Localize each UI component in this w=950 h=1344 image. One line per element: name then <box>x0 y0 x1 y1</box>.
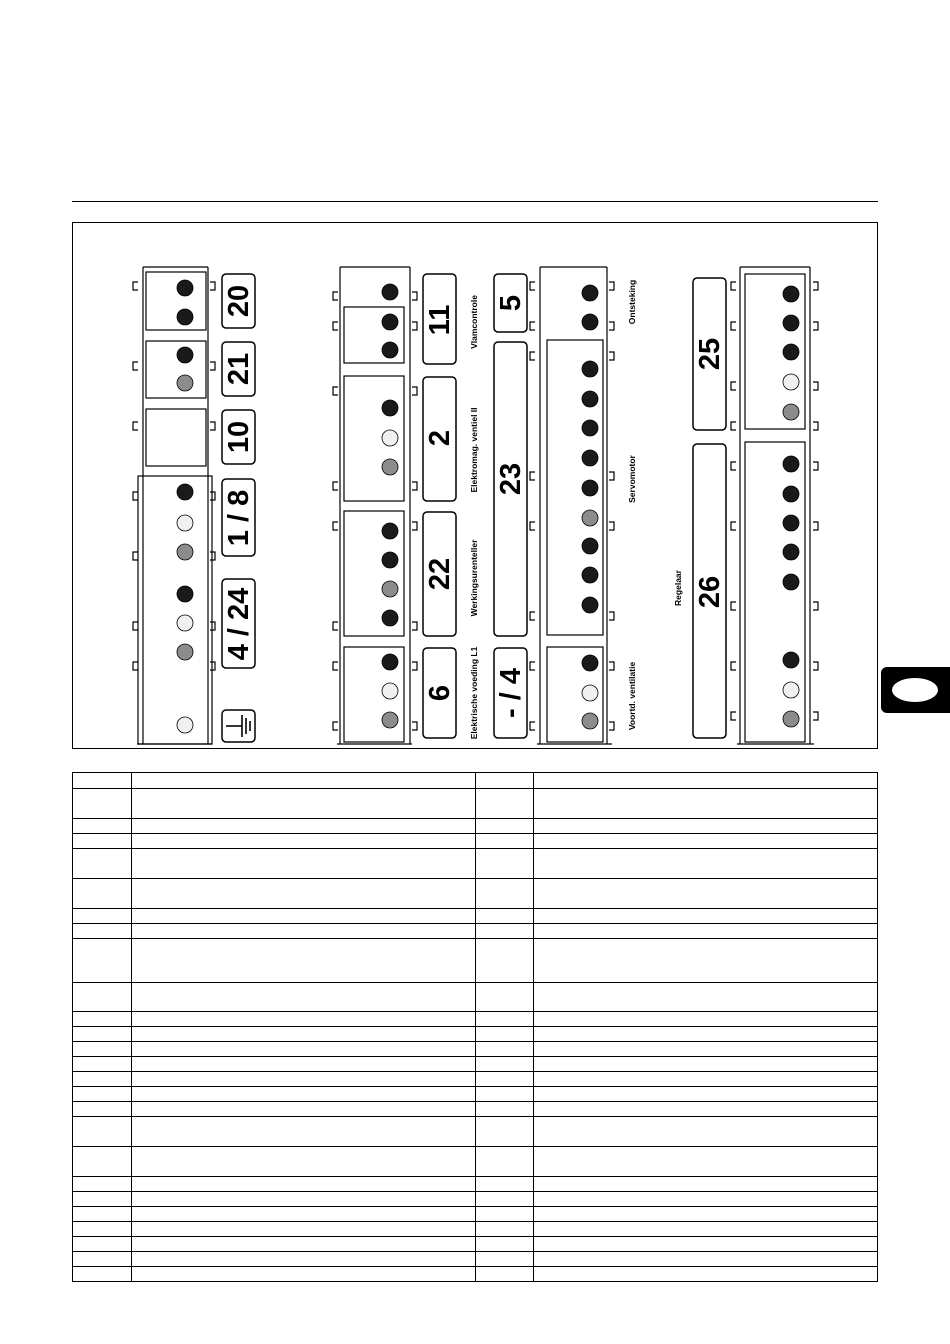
table-cell <box>132 1237 476 1252</box>
terminal-screw <box>783 404 799 420</box>
terminal-label-5: 5 <box>495 294 527 312</box>
table-cell <box>476 1177 534 1192</box>
table-row <box>73 789 878 819</box>
table-row <box>73 1192 878 1207</box>
table-cell <box>476 819 534 834</box>
terminal-screw <box>582 538 598 554</box>
table-cell <box>132 789 476 819</box>
table-cell <box>534 1147 878 1177</box>
terminal-label-minus-4: - / 4 <box>495 668 527 718</box>
terminal-label-2: 2 <box>424 429 456 447</box>
caption-servomotor: Servomotor <box>627 455 637 503</box>
legend-table <box>72 772 878 1282</box>
table-row <box>73 1222 878 1237</box>
terminal-screw <box>582 713 598 729</box>
table-cell <box>132 1072 476 1087</box>
terminal-screw <box>783 682 799 698</box>
table-cell <box>534 1027 878 1042</box>
terminal-screw <box>783 456 799 472</box>
table-row <box>73 819 878 834</box>
table-cell <box>476 1072 534 1087</box>
table-cell <box>534 1177 878 1192</box>
table-cell <box>73 879 132 909</box>
terminal-screw <box>382 610 398 626</box>
table-cell <box>534 909 878 924</box>
table-cell <box>534 983 878 1012</box>
table-cell <box>73 983 132 1012</box>
table-cell <box>132 983 476 1012</box>
table-cell <box>534 834 878 849</box>
terminal-label-4-24: 4 / 24 <box>223 587 255 661</box>
terminal-screw <box>382 523 398 539</box>
terminal-screw <box>177 309 193 325</box>
table-cell <box>132 1087 476 1102</box>
terminal-screw <box>582 420 598 436</box>
table-cell <box>476 834 534 849</box>
table-row <box>73 1147 878 1177</box>
terminal-label-1-8: 1 / 8 <box>223 489 255 547</box>
terminal-screw <box>582 685 598 701</box>
terminal-screw <box>177 375 193 391</box>
table-row <box>73 834 878 849</box>
section-tab <box>881 667 950 713</box>
terminal-label-11: 11 <box>424 304 456 336</box>
table-cell <box>476 1207 534 1222</box>
table-cell <box>534 1237 878 1252</box>
caption-elektrische-voeding: Elektrische voeding L1 <box>469 646 479 740</box>
table-row <box>73 1087 878 1102</box>
terminal-screw <box>582 597 598 613</box>
table-cell <box>132 924 476 939</box>
table-cell <box>73 1102 132 1117</box>
table-cell <box>476 909 534 924</box>
table-row <box>73 1072 878 1087</box>
table-cell <box>476 1147 534 1177</box>
ground-icon <box>222 710 255 742</box>
table-cell <box>534 1222 878 1237</box>
terminal-screw <box>382 712 398 728</box>
caption-werkingsurenteller: Werkingsurenteller <box>469 539 479 617</box>
table-row <box>73 924 878 939</box>
terminal-screw <box>382 430 398 446</box>
table-cell <box>534 1087 878 1102</box>
table-cell <box>132 1207 476 1222</box>
terminal-screw <box>382 400 398 416</box>
table-row <box>73 1237 878 1252</box>
table-cell <box>476 773 534 789</box>
table-cell <box>534 849 878 879</box>
terminal-screw <box>382 581 398 597</box>
table-cell <box>132 773 476 789</box>
table-cell <box>73 849 132 879</box>
terminal-label-22: 22 <box>424 557 456 591</box>
table-cell <box>534 789 878 819</box>
terminal-screw <box>582 655 598 671</box>
table-cell <box>534 1117 878 1147</box>
table-cell <box>132 879 476 909</box>
caption-elektromag-ventiel: Elektromag. ventiel II <box>469 407 479 493</box>
table-cell <box>476 789 534 819</box>
table-cell <box>476 849 534 879</box>
caption-voortd-ventilatie: Voortd. ventilatie <box>627 661 637 731</box>
terminal-screw <box>783 574 799 590</box>
terminal-screw <box>177 544 193 560</box>
table-cell <box>73 1012 132 1027</box>
terminal-screw <box>177 484 193 500</box>
terminal-screw <box>783 652 799 668</box>
terminal-label-26: 26 <box>694 575 726 609</box>
terminal-screw <box>783 515 799 531</box>
terminal-screw <box>582 510 598 526</box>
table-cell <box>73 773 132 789</box>
table-row <box>73 1207 878 1222</box>
table-cell <box>534 1012 878 1027</box>
caption-regelaar: Regelaar <box>673 570 683 606</box>
table-cell <box>132 1267 476 1282</box>
table-cell <box>132 909 476 924</box>
table-cell <box>476 879 534 909</box>
terminal-screw <box>783 315 799 331</box>
table-cell <box>476 924 534 939</box>
table-cell <box>73 1252 132 1267</box>
table-cell <box>534 879 878 909</box>
table-cell <box>73 819 132 834</box>
table-cell <box>132 1027 476 1042</box>
table-cell <box>132 849 476 879</box>
table-cell <box>476 1117 534 1147</box>
table-cell <box>132 939 476 983</box>
table-cell <box>534 1057 878 1072</box>
table-cell <box>132 1102 476 1117</box>
section-tab-oval <box>892 678 938 702</box>
terminal-diagram <box>72 222 878 749</box>
table-cell <box>476 1237 534 1252</box>
terminal-screw <box>582 285 598 301</box>
table-cell <box>73 1072 132 1087</box>
table-cell <box>476 1027 534 1042</box>
terminal-screw <box>382 314 398 330</box>
terminal-screw <box>177 615 193 631</box>
caption-vlamcontrole: Vlamcontrole <box>469 295 479 349</box>
table-cell <box>73 1027 132 1042</box>
table-cell <box>132 1042 476 1057</box>
table-cell <box>73 1222 132 1237</box>
table-row <box>73 1267 878 1282</box>
terminal-screw <box>177 280 193 296</box>
table-cell <box>476 983 534 1012</box>
table-cell <box>534 819 878 834</box>
table-cell <box>534 1252 878 1267</box>
table-cell <box>476 1252 534 1267</box>
table-cell <box>73 789 132 819</box>
table-cell <box>73 909 132 924</box>
table-row <box>73 1012 878 1027</box>
terminal-screw <box>382 552 398 568</box>
terminal-screw <box>582 391 598 407</box>
terminal-label-23: 23 <box>495 462 527 496</box>
terminal-screw <box>783 344 799 360</box>
table-row <box>73 1027 878 1042</box>
table-cell <box>534 1072 878 1087</box>
table-cell <box>476 939 534 983</box>
table-row <box>73 849 878 879</box>
terminal-label-21: 21 <box>223 352 255 386</box>
table-cell <box>73 1087 132 1102</box>
terminal-screw <box>783 486 799 502</box>
terminal-screw <box>177 717 193 733</box>
table-cell <box>476 1222 534 1237</box>
table-cell <box>73 1267 132 1282</box>
table-cell <box>132 819 476 834</box>
table-cell <box>534 924 878 939</box>
terminal-screw <box>177 347 193 363</box>
table-cell <box>534 1267 878 1282</box>
table-cell <box>476 1012 534 1027</box>
table-row <box>73 1102 878 1117</box>
table-cell <box>73 1147 132 1177</box>
terminal-screw <box>382 459 398 475</box>
table-row <box>73 1057 878 1072</box>
table-cell <box>132 1117 476 1147</box>
terminal-screw <box>177 515 193 531</box>
terminal-screw <box>382 284 398 300</box>
table-cell <box>132 1057 476 1072</box>
terminal-screw <box>177 586 193 602</box>
table-cell <box>73 1117 132 1147</box>
terminal-screw <box>177 644 193 660</box>
terminal-label-6: 6 <box>424 684 456 702</box>
table-cell <box>73 924 132 939</box>
terminal-screw <box>382 654 398 670</box>
terminal-label-20: 20 <box>223 284 255 318</box>
table-row <box>73 1252 878 1267</box>
terminal-label-25: 25 <box>694 337 726 371</box>
table-row <box>73 1117 878 1147</box>
table-cell <box>534 773 878 789</box>
table-cell <box>476 1057 534 1072</box>
table-cell <box>132 1177 476 1192</box>
table-cell <box>132 1012 476 1027</box>
terminal-screw <box>783 544 799 560</box>
table-cell <box>476 1042 534 1057</box>
table-row <box>73 1177 878 1192</box>
caption-ontsteking: Ontsteking <box>627 279 637 325</box>
table-cell <box>132 1192 476 1207</box>
table-row <box>73 939 878 983</box>
table-cell <box>476 1192 534 1207</box>
table-cell <box>132 1252 476 1267</box>
table-cell <box>73 1042 132 1057</box>
terminal-screw <box>582 314 598 330</box>
header-rule <box>72 201 878 202</box>
table-cell <box>73 939 132 983</box>
table-row <box>73 879 878 909</box>
table-cell <box>132 834 476 849</box>
table-cell <box>534 1042 878 1057</box>
terminal-screw <box>582 450 598 466</box>
table-cell <box>132 1222 476 1237</box>
table-cell <box>73 834 132 849</box>
terminal-screw <box>582 480 598 496</box>
terminal-screw <box>582 361 598 377</box>
table-cell <box>476 1102 534 1117</box>
terminal-screw <box>783 374 799 390</box>
table-cell <box>73 1057 132 1072</box>
terminal-screw <box>382 342 398 358</box>
table-cell <box>73 1237 132 1252</box>
table-cell <box>476 1267 534 1282</box>
terminal-label-10: 10 <box>223 420 255 454</box>
table-cell <box>534 1102 878 1117</box>
table-cell <box>73 1177 132 1192</box>
table-row <box>73 909 878 924</box>
table-cell <box>534 1207 878 1222</box>
terminal-screw <box>382 683 398 699</box>
table-cell <box>534 1192 878 1207</box>
table-cell <box>132 1147 476 1177</box>
table-row <box>73 773 878 789</box>
table-cell <box>476 1087 534 1102</box>
table-cell <box>73 1192 132 1207</box>
table-cell <box>73 1207 132 1222</box>
table-row <box>73 983 878 1012</box>
table-row <box>73 1042 878 1057</box>
terminal-screw <box>783 286 799 302</box>
table-cell <box>534 939 878 983</box>
terminal-screw <box>582 567 598 583</box>
terminal-screw <box>783 711 799 727</box>
